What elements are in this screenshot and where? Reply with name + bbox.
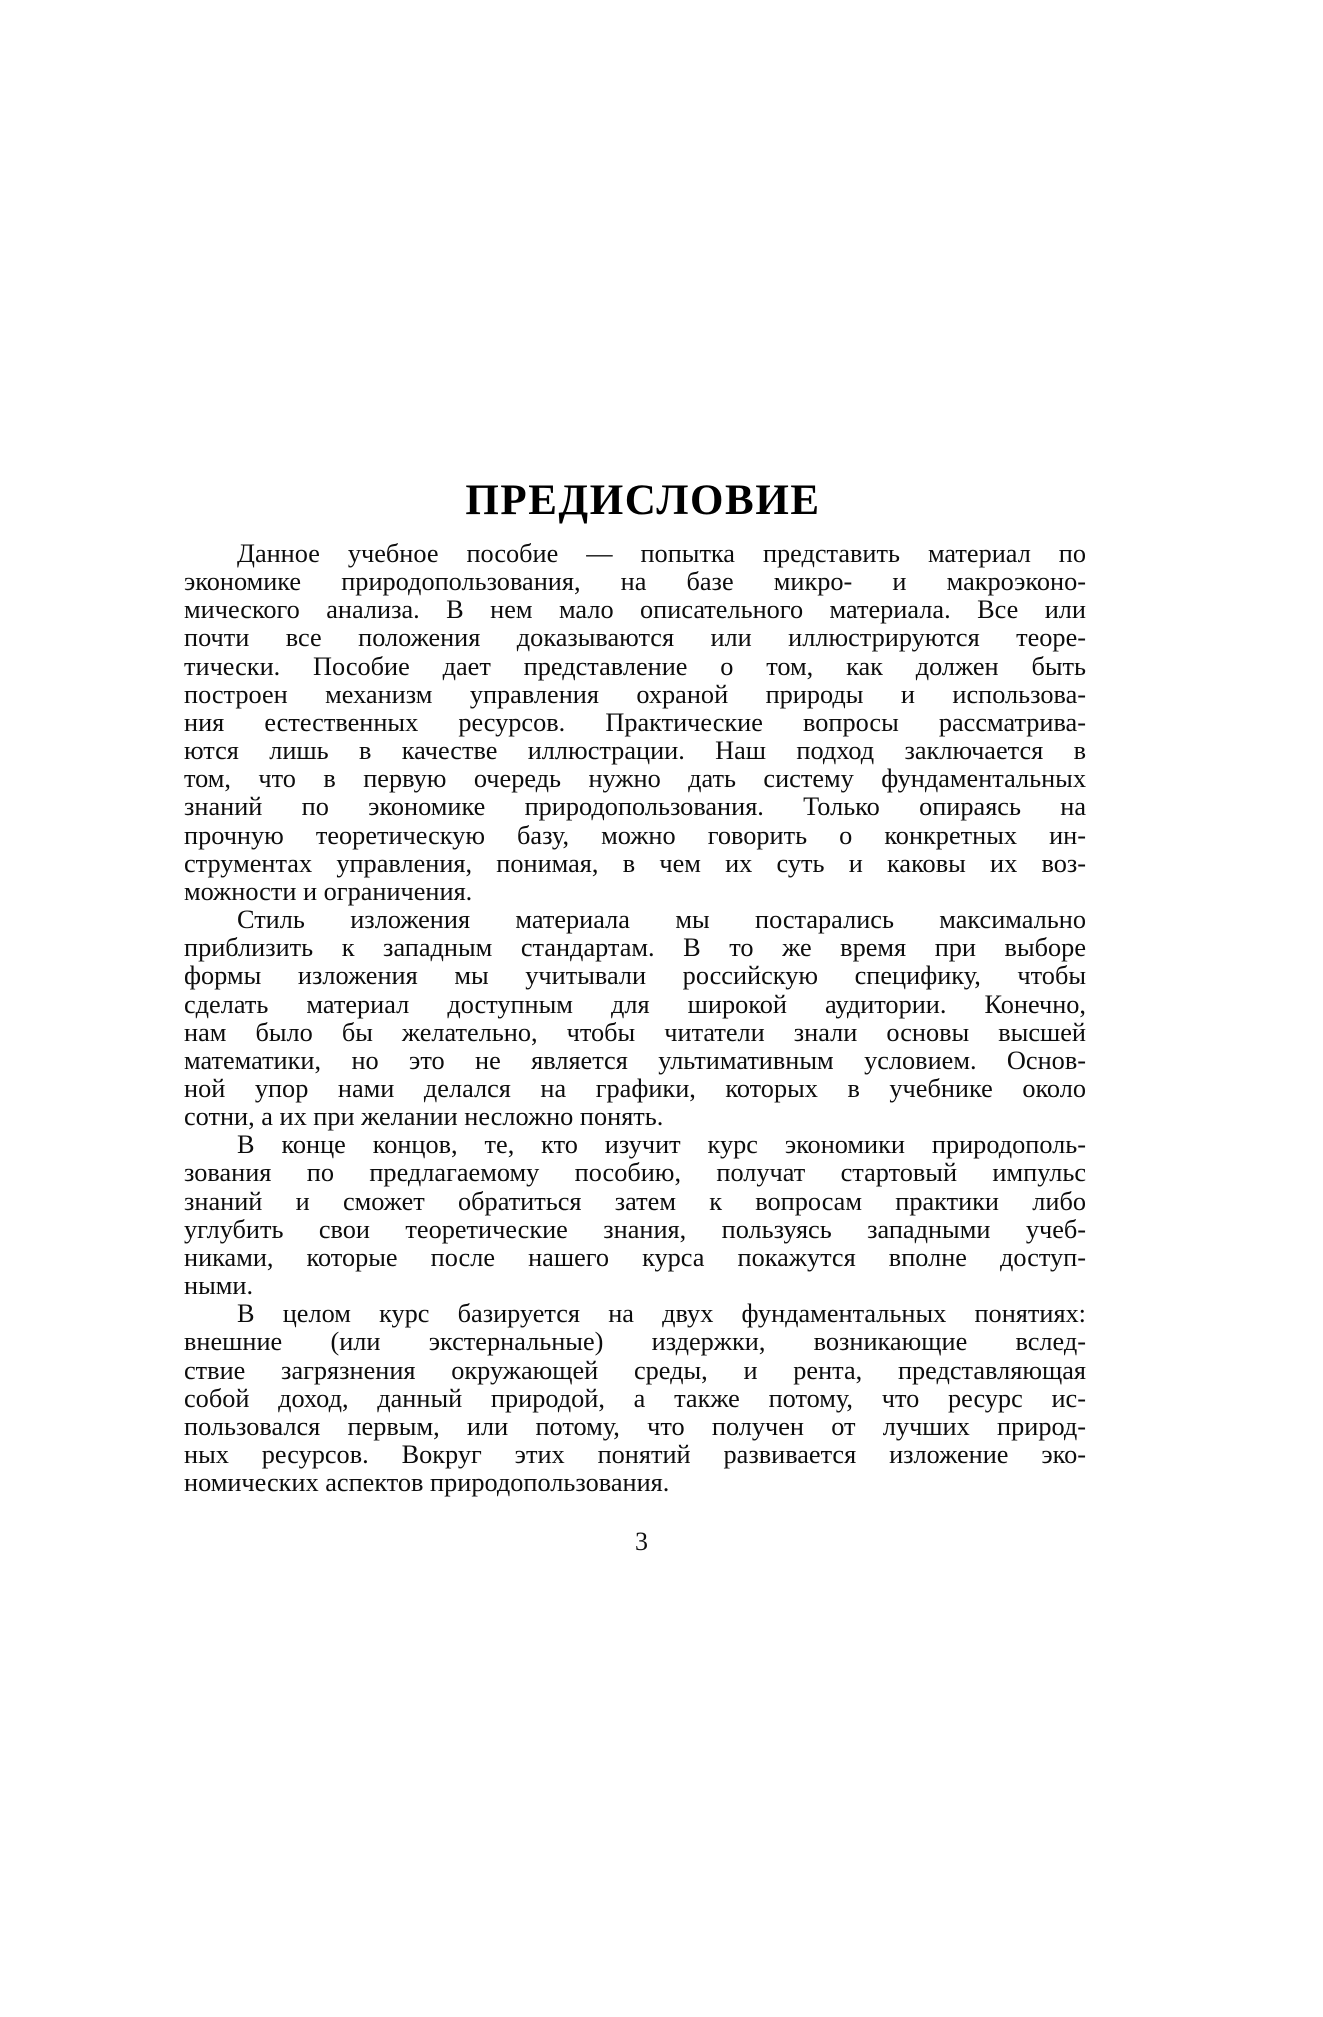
- text-line: нам было бы желательно, чтобы читатели знали основы высшей: [184, 1017, 1086, 1047]
- text-line: том, что в первую очередь нужно дать систему фундаментальных: [184, 764, 1086, 794]
- text-line: сделать материал доступным для широкой аудитории. Конечно,: [184, 989, 1086, 1019]
- text-line: знаний по экономике природопользования. Только опираясь на: [184, 792, 1086, 822]
- page-number: 3: [635, 1527, 648, 1556]
- text-line: зования по предлагаемому пособию, получат стартовый импульс: [184, 1158, 1086, 1188]
- page-title: ПРЕДИСЛОВИЕ: [465, 476, 821, 524]
- text-line: экономике природопользования, на базе микро- и макроэконо-: [184, 567, 1086, 597]
- text-line: знаний и сможет обратиться затем к вопросам практики либо: [184, 1186, 1086, 1216]
- text-line: ными.: [184, 1271, 254, 1301]
- text-line: приблизить к западным стандартам. В то же время при выборе: [184, 933, 1086, 963]
- text-line: номических аспектов природопользования.: [184, 1468, 670, 1498]
- text-line: построен механизм управления охраной природы и использова-: [184, 679, 1086, 709]
- text-line: Данное учебное пособие — попытка представить материал по: [237, 539, 1086, 568]
- paragraph: [184, 1300, 1086, 1497]
- text-line: мического анализа. В нем мало описательного материала. Все или: [184, 595, 1086, 625]
- text-line: ются лишь в качестве иллюстрации. Наш подход заключается в: [184, 736, 1086, 766]
- text-line: формы изложения мы учитывали российскую специфику, чтобы: [184, 961, 1086, 991]
- text-line: никами, которые после нашего курса покажутся вполне доступ-: [184, 1242, 1086, 1272]
- paragraph: [184, 906, 1086, 1131]
- text-line: пользовался первым, или потому, что получен от лучших природ-: [184, 1411, 1086, 1441]
- text-line: можности и ограничения.: [184, 876, 473, 906]
- text-line: почти все положения доказываются или иллюстрируются теоре-: [184, 623, 1086, 653]
- text-line: ной упор нами делался на графики, которых в учебнике около: [184, 1073, 1086, 1103]
- body-text-column: [184, 540, 1086, 1497]
- text-line: прочную теоретическую базу, можно говорить о конкретных ин-: [184, 820, 1086, 850]
- text-line: В конце концов, те, кто изучит курс экономики природополь-: [237, 1130, 1086, 1160]
- text-line: ных ресурсов. Вокруг этих понятий развивается изложение эко-: [184, 1440, 1086, 1469]
- text-line: Стиль изложения материала мы постарались максимально: [237, 905, 1086, 935]
- text-line: ствие загрязнения окружающей среды, и рента, представляющая: [184, 1355, 1086, 1385]
- text-line: ния естественных ресурсов. Практические вопросы рассматрива-: [184, 707, 1086, 737]
- text-line: струментах управления, понимая, в чем их суть и каковы их воз-: [184, 848, 1086, 878]
- text-line: собой доход, данный природой, а также потому, что ресурс ис-: [184, 1383, 1086, 1413]
- paragraph: [184, 1131, 1086, 1300]
- text-line: внешние (или экстернальные) издержки, возникающие вслед-: [184, 1327, 1086, 1357]
- text-line: углубить свои теоретические знания, пользуясь западными учеб-: [184, 1214, 1086, 1244]
- text-line: сотни, а их при желании несложно понять.: [184, 1102, 664, 1132]
- text-line: В целом курс базируется на двух фундаментальных понятиях:: [237, 1299, 1086, 1329]
- text-line: тически. Пособие дает представление о том, как должен быть: [184, 651, 1086, 681]
- paragraph: [184, 540, 1086, 906]
- text-line: математики, но это не является ультимативным условием. Основ-: [184, 1045, 1086, 1075]
